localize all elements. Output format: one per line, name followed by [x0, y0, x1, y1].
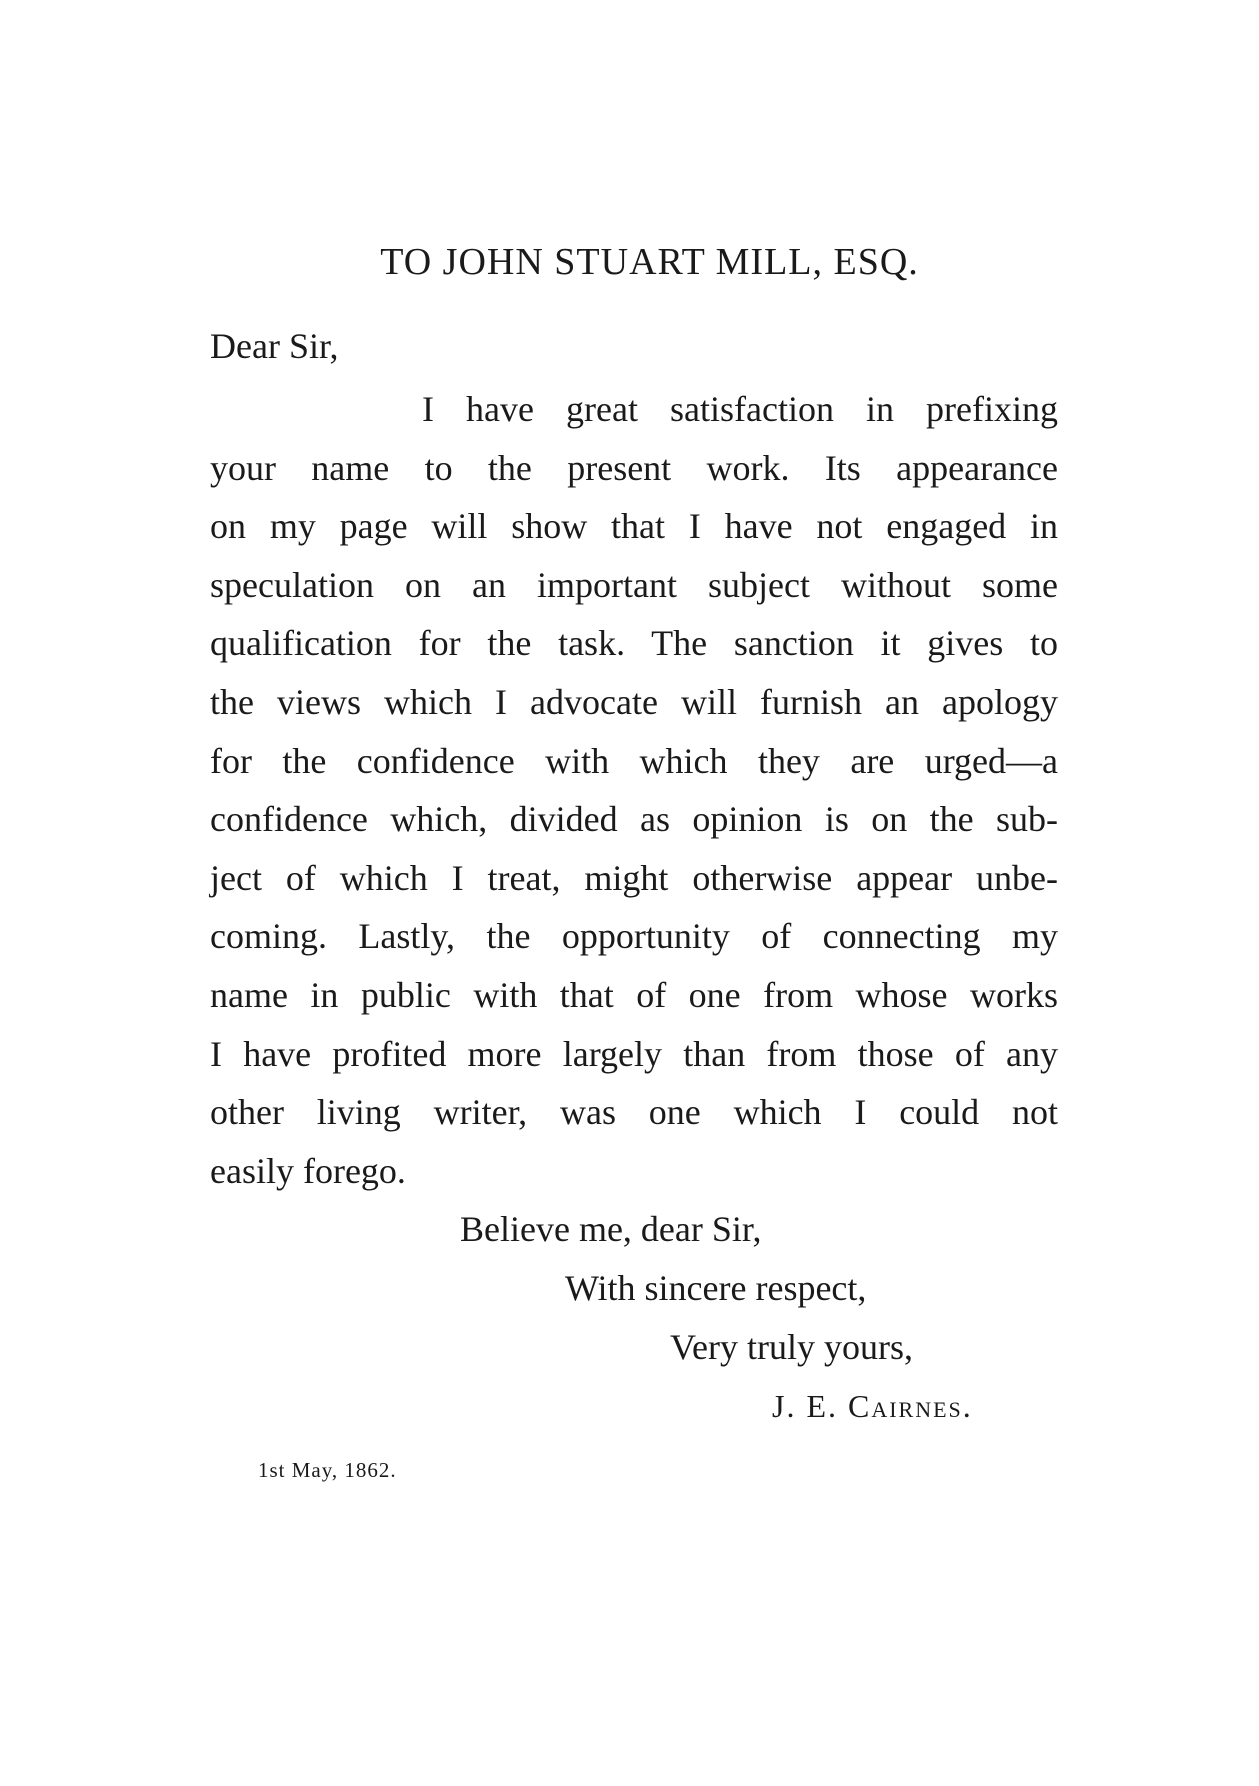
body-line: the views which I advocate will furnish an apology — [210, 681, 1058, 722]
body-line: I have great satisfaction in prefixing — [422, 389, 1058, 429]
letter-body — [210, 380, 1058, 1200]
body-line: other living writer, was one which I could not — [210, 1092, 1058, 1133]
letter-heading: TO JOHN STUART MILL, ESQ. — [380, 241, 919, 283]
body-line: qualification for the task. The sanction it gives to — [210, 623, 1058, 664]
closing-line-1: Believe me, dear Sir, — [460, 1209, 762, 1249]
letter-date: 1st May, 1862. — [258, 1458, 397, 1482]
body-line: coming. Lastly, the opportunity of connecting my — [210, 916, 1058, 957]
body-line: speculation on an important subject without some — [210, 564, 1058, 605]
salutation: Dear Sir, — [210, 326, 339, 366]
signature: J. E. Cairnes. — [772, 1388, 973, 1424]
body-line: your name to the present work. Its appearance — [210, 447, 1058, 488]
body-line: for the confidence with which they are urged—a — [210, 740, 1058, 781]
closing-line-3: Very truly yours, — [670, 1327, 913, 1367]
closing-line-2: With sincere respect, — [565, 1268, 867, 1308]
body-line: easily forego. — [210, 1150, 406, 1191]
body-line: confidence which, divided as opinion is on the sub- — [210, 799, 1058, 840]
body-line: on my page will show that I have not engaged in — [210, 506, 1058, 547]
body-line: name in public with that of one from whose works — [210, 974, 1058, 1015]
body-line: I have profited more largely than from those of any — [210, 1033, 1058, 1074]
body-line: ject of which I treat, might otherwise appear unbe- — [210, 857, 1058, 898]
